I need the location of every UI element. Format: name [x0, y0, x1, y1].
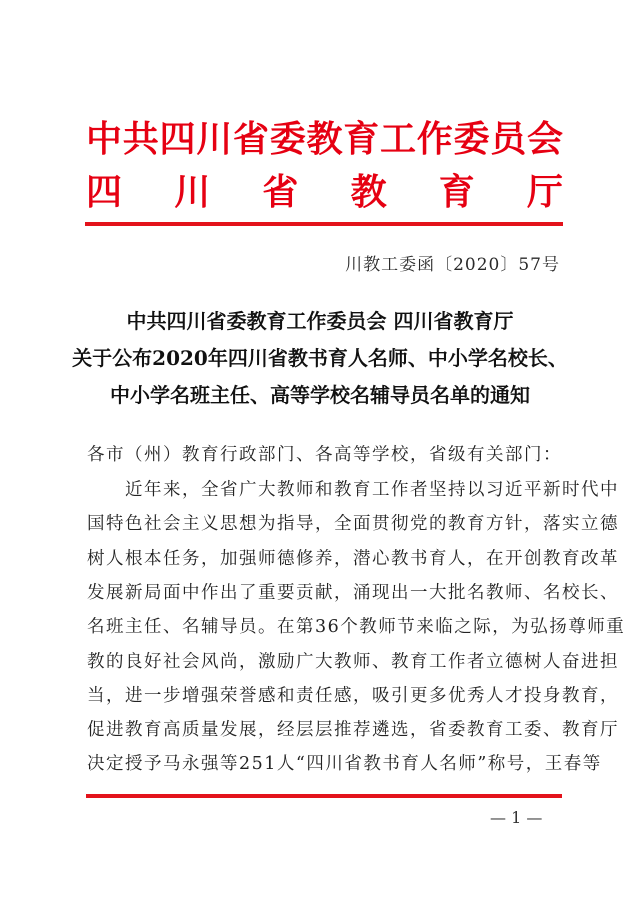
header-char: 四 — [159, 119, 196, 160]
red-divider-top — [85, 222, 563, 226]
header-char: 委 — [269, 119, 306, 160]
body-line: 促进教育高质量发展，经层层推荐遴选，省委教育工委、教育厅 — [87, 720, 619, 740]
body-line: 决定授予马永强等251人“四川省教书育人名师”称号，王春等 — [87, 754, 602, 774]
header-char: 教 — [306, 119, 343, 160]
header-char: 员 — [490, 119, 527, 160]
header-char: 工 — [380, 119, 417, 160]
body-line: 名班主任、名辅导员。在第36个教师节来临之际，为弘扬尊师重 — [87, 617, 626, 637]
body-line: 近年来，全省广大教师和教育工作者坚持以习近平新时代中 — [87, 480, 619, 500]
page-number: — 1 — — [490, 808, 543, 827]
header-char: 委 — [453, 119, 490, 160]
header-char: 川 — [196, 119, 233, 160]
header-char: 中 — [86, 119, 123, 160]
header-char: 川 — [174, 172, 211, 213]
header-char: 省 — [233, 119, 270, 160]
header-char: 育 — [343, 119, 380, 160]
document-title-line-3: 中小学名班主任、高等学校名辅导员名单的通知 — [110, 383, 530, 407]
salutation: 各市（州）教育行政部门、各高等学校，省级有关部门： — [87, 445, 562, 465]
body-line: 当，进一步增强荣誉感和责任感，吸引更多优秀人才投身教育， — [87, 686, 619, 706]
document-title-line-1: 中共四川省委教育工作委员会 四川省教育厅 — [126, 309, 514, 333]
body-line: 树人根本任务，加强师德修养，潜心教书育人，在开创教育改革 — [87, 549, 619, 569]
header-char: 厅 — [526, 172, 563, 213]
header-char: 作 — [416, 119, 453, 160]
document-title-line-2: 关于公布2020年四川省教书育人名师、中小学名校长、 — [72, 346, 568, 370]
issuer-header-line-1 — [86, 120, 563, 160]
body-line: 教的良好社会风尚，激励广大教师、教育工作者立德树人奋进担 — [87, 652, 619, 672]
red-divider-bottom — [86, 794, 562, 798]
issuer-header-line-2 — [86, 173, 563, 213]
document-number: 川教工委函〔2020〕57号 — [345, 255, 560, 275]
header-char: 育 — [438, 172, 475, 213]
header-char: 会 — [527, 119, 564, 160]
header-char: 四 — [86, 172, 123, 213]
body-line: 国特色社会主义思想为指导，全面贯彻党的教育方针，落实立德 — [87, 514, 619, 534]
body-line: 发展新局面中作出了重要贡献，涌现出一大批名教师、名校长、 — [87, 583, 619, 603]
header-char: 教 — [350, 172, 387, 213]
header-char: 共 — [122, 119, 159, 160]
header-char: 省 — [262, 172, 299, 213]
